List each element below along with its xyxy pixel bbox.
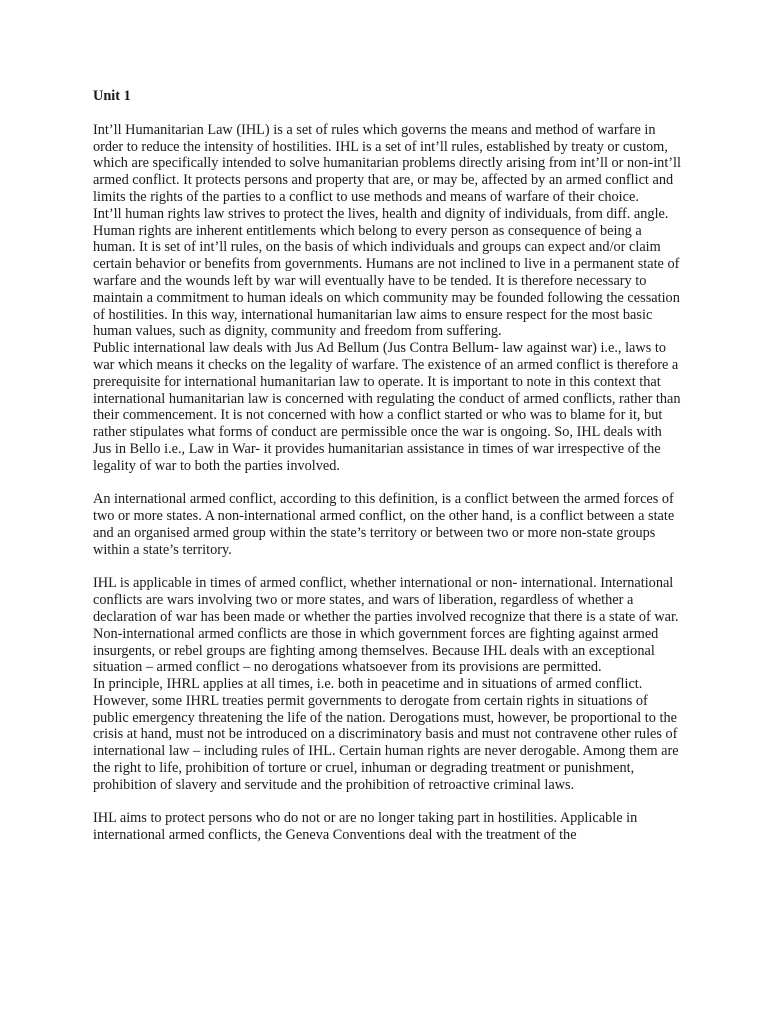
- paragraph-ihrl-derogations: In principle, IHRL applies at all times, i.e. both in peacetime and in situations of armed conflict. However, some IHRL treaties permit governments to derogate from certain rights in situations of public emergency threatening the life of the nation. Derogations must, however, be proportional to the crisis at hand, must not be introduced on a discriminatory basis and must not contravene other rules of international law – including rules of IHL. Certain human rights are never derogable. Among them are the right to life, prohibition of torture or cruel, inhuman or degrading treatment or punishment, prohibition of slavery and servitude and the prohibition of retroactive criminal laws.: [93, 676, 679, 793]
- paragraph-spacer: [93, 559, 683, 576]
- paragraph-jus-ad-bellum: Public international law deals with Jus Ad Bellum (Jus Contra Bellum- law against war) i.e., laws to war which means it checks on the legality of warfare. The existence of an armed conflict is therefore a prerequisite for international humanitarian law to operate. It is important to note in this context that international humanitarian law is concerned with regulating the conduct of armed conflicts, rather than their commencement. It is not concerned with how a conflict started or who was to blame for it, but rather stipulates what forms of conduct are permissible once the war is ongoing. So, IHL deals with Jus in Bello i.e., Law in War- it provides humanitarian assistance in times of war irrespective of the legality of war to both the parties involved.: [93, 340, 681, 474]
- paragraph-ihl-protection: IHL aims to protect persons who do not or are no longer taking part in hostilities. Applicable in international armed conflicts, the Geneva Conventions deal with the treatment of the: [93, 810, 638, 844]
- paragraph-armed-conflict-definition: An international armed conflict, according to this definition, is a conflict between the armed forces of two or more states. A non-international armed conflict, on the other hand, is a conflict between a state and an organised armed group within the state’s territory or between two or more non-state groups within a state’s territory.: [93, 491, 675, 558]
- paragraph-spacer: [93, 794, 683, 811]
- paragraph-ihl-definition: Int’ll Humanitarian Law (IHL) is a set of rules which governs the means and method of warfare in order to reduce the intensity of hostilities. IHL is a set of int’ll rules, established by treaty or custom, which are specifically intended to solve humanitarian problems directly arising from int’ll or non-int’ll armed conflict. It protects persons and property that are, or may be, affected by an armed conflict and limits the rights of the parties to a conflict to use methods and means of warfare of their choice.: [93, 121, 681, 205]
- paragraph-spacer: [93, 475, 683, 492]
- document-body: [93, 88, 683, 844]
- paragraph-ihl-applicability: IHL is applicable in times of armed conflict, whether international or non- international. International conflicts are wars involving two or more states, and wars of liberation, regardless of whether a declaration of war has been made or whether the parties involved recognize that there is a state of war. Non-international armed conflicts are those in which government forces are fighting against armed insurgents, or rebel groups are fighting among themselves. Because IHL deals with an exceptional situation – armed conflict – no derogations whatsoever from its provisions are permitted.: [93, 575, 679, 676]
- paragraph-human-rights-law: Int’ll human rights law strives to protect the lives, health and dignity of individuals, from diff. angle. Human rights are inherent entitlements which belong to every person as consequence of being a human. It is set of int’ll rules, on the basis of which individuals and groups can expect and/or claim certain behavior or benefits from governments. Humans are not inclined to live in a permanent state of warfare and the wounds left by war will eventually have to be tended. It is therefore necessary to maintain a commitment to human ideals on which community may be founded following the cessation of hostilities. In this way, international humanitarian law aims to ensure respect for the most basic human values, such as dignity, community and freedom from suffering.: [93, 205, 680, 340]
- unit-title: Unit 1: [93, 88, 131, 104]
